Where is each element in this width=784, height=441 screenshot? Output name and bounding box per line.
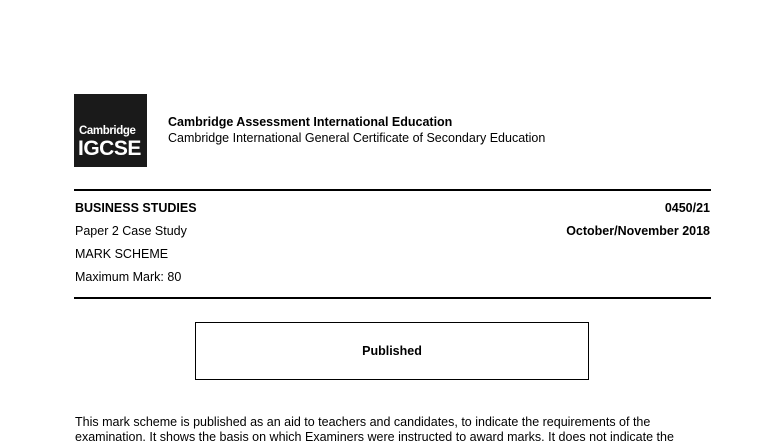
subject-name: BUSINESS STUDIES [75, 201, 197, 215]
published-status-box [195, 322, 589, 380]
cambridge-igcse-logo [74, 94, 147, 167]
top-divider [74, 189, 711, 191]
maximum-mark: Maximum Mark: 80 [75, 270, 182, 284]
intro-line-2: examination. It shows the basis on which Examiners were instructed to award marks. It does not indicate the [75, 430, 674, 441]
paper-title: Paper 2 Case Study [75, 224, 187, 238]
logo-word: Cambridge [79, 125, 136, 137]
published-label: Published [362, 344, 422, 358]
document-type: MARK SCHEME [75, 247, 169, 261]
syllabus-code: 0450/21 [664, 201, 710, 215]
intro-line-1: This mark scheme is published as an aid to teachers and candidates, to indicate the requirements of the [75, 415, 651, 429]
logo-acronym: IGCSE [78, 137, 141, 160]
intro-paragraph [75, 415, 715, 441]
organisation-title: Cambridge Assessment International Education [168, 115, 453, 129]
bottom-divider [74, 297, 711, 299]
exam-session: October/November 2018 [566, 224, 710, 238]
qualification-title: Cambridge International General Certificate of Secondary Education [168, 131, 546, 145]
